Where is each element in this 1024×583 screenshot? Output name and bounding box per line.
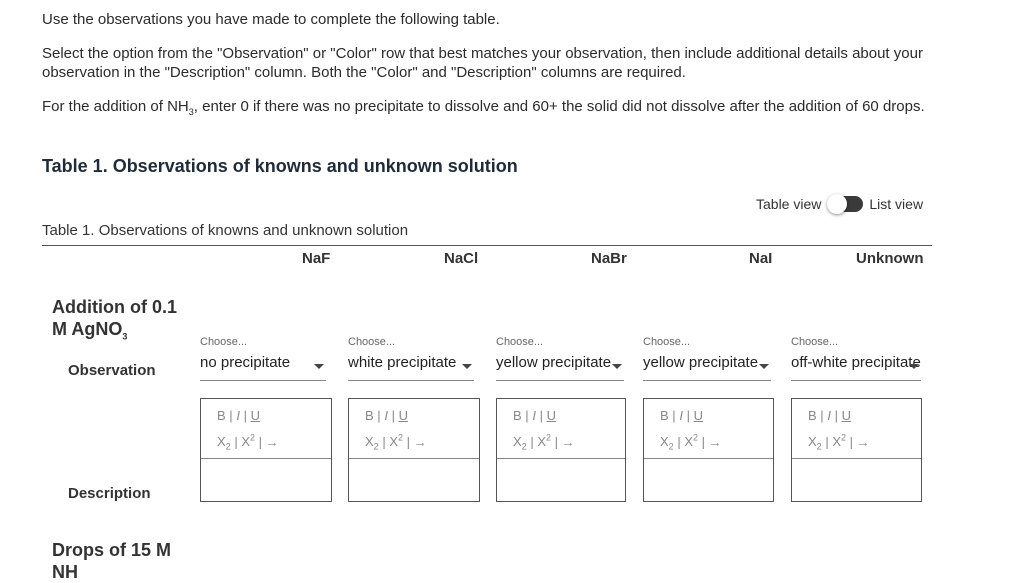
table-top-rule xyxy=(42,245,932,246)
subscript-button[interactable]: $X_2$ xyxy=(660,434,674,452)
editor-toolbar: B | I | U $X_2$ | $X^2$ | → xyxy=(201,399,331,459)
superscript-button[interactable]: $X^2$ xyxy=(684,433,699,450)
underline-button[interactable]: U xyxy=(693,408,703,423)
chevron-down-icon xyxy=(612,364,622,369)
observation-select-nacl[interactable]: Choose... white precipitate xyxy=(348,336,474,381)
editor-toolbar: B | I | U $X_2$ | $X^2$ | → xyxy=(644,399,773,459)
chevron-down-icon xyxy=(462,364,472,369)
description-input[interactable] xyxy=(201,459,331,501)
observation-select-nai[interactable]: Choose... yellow precipitate xyxy=(643,336,771,381)
description-input[interactable] xyxy=(644,459,773,501)
superscript-button[interactable]: $X^2$ xyxy=(537,433,552,450)
description-input[interactable] xyxy=(792,459,921,501)
underline-button[interactable]: U xyxy=(398,408,408,423)
superscript-button[interactable]: $X^2$ xyxy=(389,433,404,450)
row-label-description: Description xyxy=(68,485,151,502)
subscript-button[interactable]: $X_2$ xyxy=(513,434,527,452)
italic-button[interactable]: I xyxy=(236,408,240,423)
editor-toolbar: B | I | U $X_2$ | $X^2$ | → xyxy=(349,399,479,459)
chevron-down-icon xyxy=(759,364,769,369)
description-editor-nabr xyxy=(496,398,626,502)
superscript-button[interactable]: $X^2$ xyxy=(832,433,847,450)
column-header-unknown: Unknown xyxy=(856,250,924,267)
chevron-down-icon xyxy=(909,364,919,369)
subscript-button[interactable]: $X_2$ xyxy=(365,434,379,452)
description-editor-nai xyxy=(643,398,774,502)
instruction-text-1: Use the observations you have made to complete the following table. xyxy=(42,11,500,28)
arrow-icon[interactable]: → xyxy=(856,434,870,450)
italic-button[interactable]: I xyxy=(827,408,831,423)
arrow-icon[interactable]: → xyxy=(413,434,427,450)
underline-button[interactable]: U xyxy=(250,408,260,423)
view-toggle-switch[interactable] xyxy=(829,196,863,212)
column-header-nai: NaI xyxy=(749,250,773,267)
bold-button[interactable]: B xyxy=(660,408,669,423)
bold-button[interactable]: B xyxy=(217,408,226,423)
description-editor-unknown xyxy=(791,398,922,502)
description-editor-nacl xyxy=(348,398,480,502)
description-input[interactable] xyxy=(349,459,479,501)
table-view-label: Table view xyxy=(756,196,822,212)
arrow-icon[interactable]: → xyxy=(708,434,722,450)
observation-select-nabr[interactable]: Choose... yellow precipitate xyxy=(496,336,624,381)
superscript-button[interactable]: $X^2$ xyxy=(241,433,256,450)
column-header-nacl: NaCl xyxy=(444,250,479,267)
italic-button[interactable]: I xyxy=(532,408,536,423)
column-header-naf: NaF xyxy=(302,250,331,267)
table-caption: Table 1. Observations of knowns and unknown solution xyxy=(42,222,409,239)
description-editor-naf xyxy=(200,398,332,502)
section-title: Table 1. Observations of knowns and unknown solution xyxy=(42,156,518,176)
arrow-icon[interactable]: → xyxy=(265,434,279,450)
row-group-nh3: Drops of 15 M NH xyxy=(52,540,172,582)
bold-button[interactable]: B xyxy=(808,408,817,423)
subscript-button[interactable]: $X_2$ xyxy=(808,434,822,452)
underline-button[interactable]: U xyxy=(841,408,851,423)
column-header-nabr: NaBr xyxy=(591,250,627,267)
instruction-text-3: For the addition of $NH_3$, enter 0 if there was no precipitate to dissolve and 60+ the solid did not dissolve after the addition of 60 drops. xyxy=(42,98,925,117)
editor-toolbar: B | I | U $X_2$ | $X^2$ | → xyxy=(497,399,625,459)
italic-button[interactable]: I xyxy=(384,408,388,423)
bold-button[interactable]: B xyxy=(513,408,522,423)
observation-select-naf[interactable]: Choose... no precipitate xyxy=(200,336,326,381)
instruction-text-2: Select the option from the "Observation" or "Color" row that best matches your observation, then include additional details about your observation in the "Description" column. Both the "Color" and "Description" columns are required. xyxy=(42,45,923,81)
list-view-label: List view xyxy=(869,196,924,212)
editor-toolbar: B | I | U $X_2$ | $X^2$ | → xyxy=(792,399,921,459)
row-group-agno3: Addition of 0.1 M AgNO$_3$ xyxy=(52,297,177,342)
subscript-button[interactable]: $X_2$ xyxy=(217,434,231,452)
bold-button[interactable]: B xyxy=(365,408,374,423)
arrow-icon[interactable]: → xyxy=(561,434,575,450)
row-label-observation: Observation xyxy=(68,362,156,379)
chevron-down-icon xyxy=(314,364,324,369)
view-toggle-group xyxy=(756,196,923,212)
observation-select-unknown[interactable]: Choose... off-white precipitate xyxy=(791,336,921,381)
description-input[interactable] xyxy=(497,459,625,501)
italic-button[interactable]: I xyxy=(679,408,683,423)
underline-button[interactable]: U xyxy=(546,408,556,423)
